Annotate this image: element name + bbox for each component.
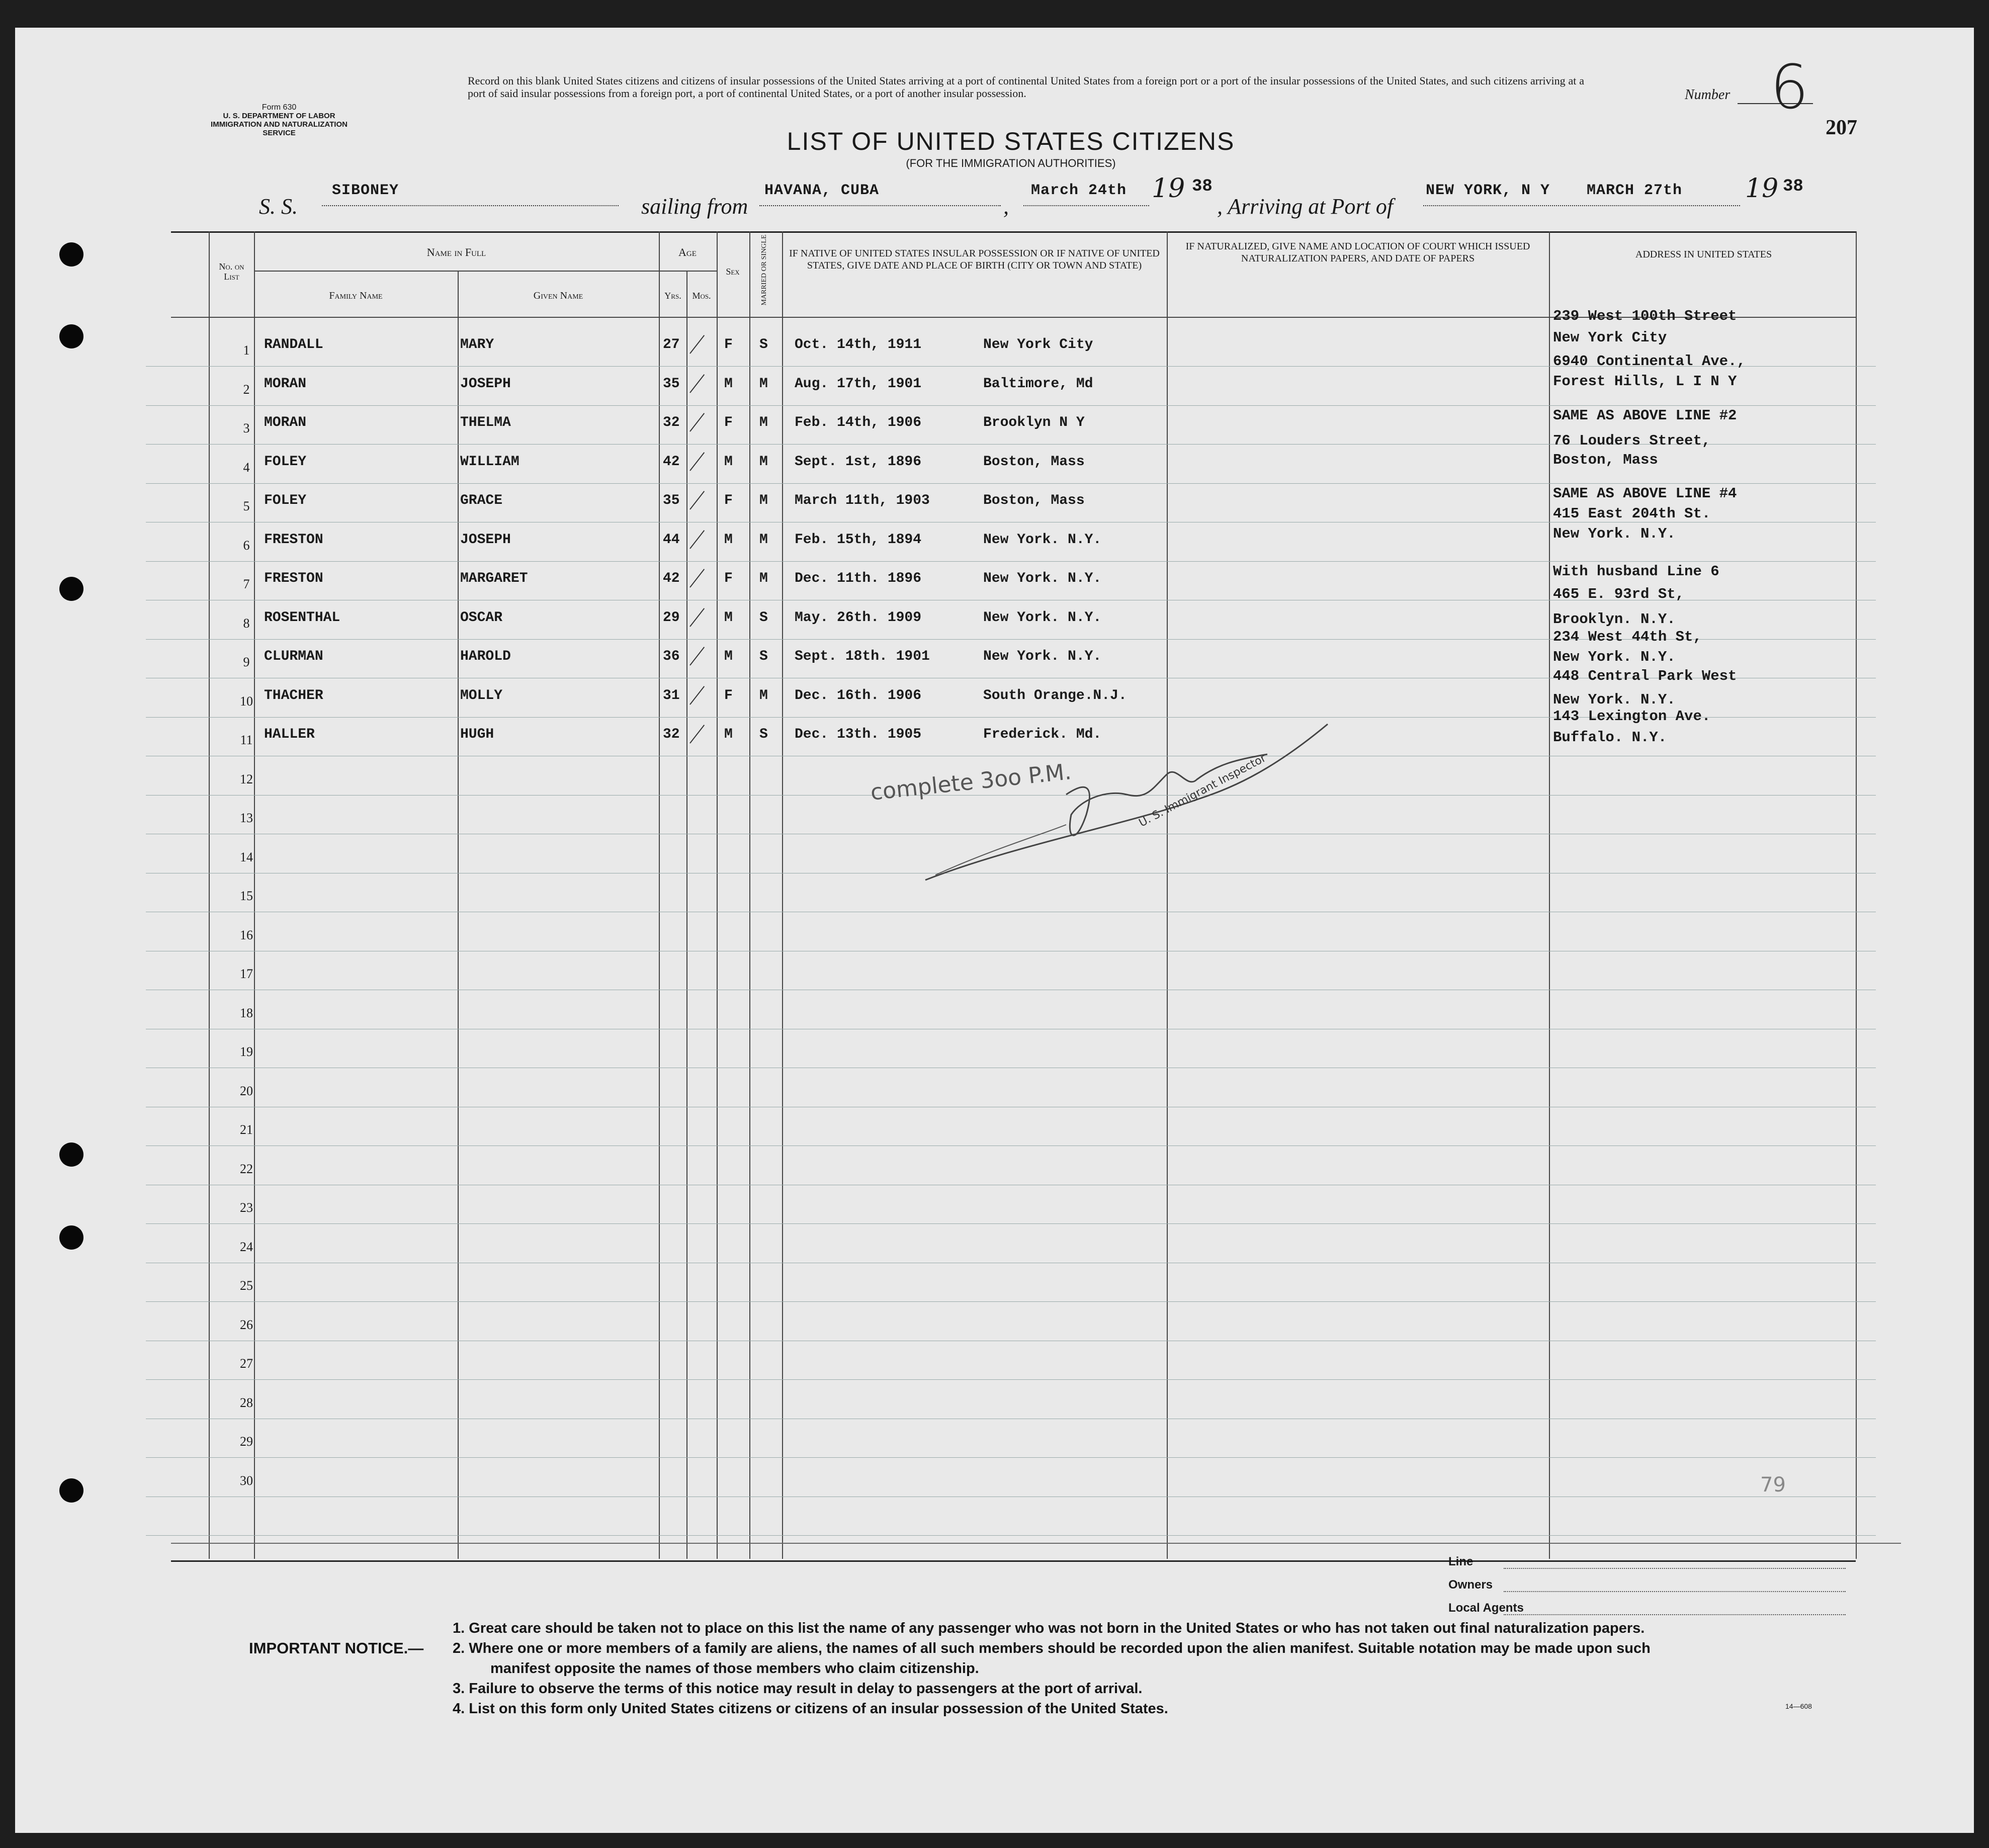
completion-note: complete 3oo P.M. [869,759,1073,806]
col-header-sex: Sex [726,267,740,277]
passenger-birth-date: Feb. 15th, 1894 [795,532,922,548]
passenger-ms: M [759,454,768,470]
inspector-title: U. S. Immigrant Inspector [1137,752,1268,830]
passenger-ms: M [759,376,768,392]
row-number: 20 [240,1083,253,1098]
col-divider [659,231,660,1559]
form-identification [196,103,362,137]
ship-line [322,205,619,206]
passenger-given: OSCAR [460,609,503,626]
address-line: 143 Lexington Ave. [1553,708,1711,725]
row-number: 17 [240,966,253,981]
address-line: Buffalo. N.Y. [1553,729,1667,746]
row-rule [146,1301,1876,1302]
passenger-given: GRACE [460,493,503,508]
binder-hole [59,1142,83,1167]
passenger-age: 31 [663,687,680,703]
passenger-family: RANDALL [264,337,323,353]
address-line: Forest Hills, L I N Y [1553,373,1737,390]
name-age-subrule [254,271,717,272]
binder-hole [59,242,83,267]
passenger-family: CLURMAN [264,649,323,664]
passenger-birth-date: Sept. 1st, 1896 [795,454,922,470]
row-number: 24 [240,1239,253,1254]
notice-2: 2. Where one or more members of a family are aliens, the names of all such members should be recorded upon the alien manifest. Suitable notation may be made upon such [453,1640,1651,1656]
row-number: 26 [240,1317,253,1332]
passenger-age: 32 [663,727,680,742]
line-underline [1504,1568,1846,1569]
col-header-yrs: Yrs. [664,291,681,301]
notice-title: IMPORTANT NOTICE.— [249,1639,424,1657]
row-number: 3 [243,421,250,435]
row-number: 18 [240,1005,253,1020]
number-label: Number [1685,87,1731,103]
sail-century: 19 [1152,173,1185,204]
col-header-age: Age [678,246,697,258]
passenger-ms: M [759,571,768,586]
row-number: 4 [243,460,250,475]
binder-hole [59,1225,83,1250]
service-name: IMMIGRATION AND NATURALIZATION SERVICE [211,120,348,137]
address-line: New York. N.Y. [1553,649,1676,665]
passenger-birth-place: New York. N.Y. [983,649,1102,664]
stamp-number: 79 [1760,1473,1786,1497]
passenger-ms: S [759,649,768,664]
passenger-age: 29 [663,609,680,626]
passenger-family: FOLEY [264,454,307,470]
form-subtitle: (FOR THE IMMIGRATION AUTHORITIES) [906,157,1116,169]
col-divider [749,231,750,1559]
address-line: SAME AS ABOVE LINE #2 [1553,407,1737,424]
passenger-given: WILLIAM [460,454,520,470]
row-rule [146,1457,1876,1458]
passenger-ms: S [759,337,768,353]
passenger-sex: M [724,454,733,470]
passenger-given: HAROLD [460,649,511,664]
owners-label: Owners [1448,1578,1493,1592]
passenger-birth-place: New York. N.Y. [983,532,1102,548]
arrival-century: 19 [1745,173,1779,204]
col-divider [209,231,210,1559]
form-title: LIST OF UNITED STATES CITIZENS [787,127,1235,155]
department-name: U. S. DEPARTMENT OF LABOR [223,112,335,120]
col-divider [686,271,687,1559]
col-header-name: Name in Full [426,246,486,258]
passenger-birth-place: Baltimore, Md [983,376,1093,392]
passenger-age: 32 [663,415,680,430]
row-number: 6 [243,538,250,553]
row-rule [146,1379,1876,1380]
row-rule [146,1535,1876,1536]
passenger-birth-date: Dec. 13th. 1905 [795,727,922,742]
form-instruction: Record on this blank United States citizens and citizens of insular possessions of the United States arriving at a port of continental United States from a foreign port or a port of the insular possessions of the United States, and such citizens arriving at a port of said insular possessions from a foreign port, a port of continental United States, or a port of another insular possession. [468,74,1584,100]
row-number: 9 [243,655,250,669]
address-line: 415 East 204th St. [1553,505,1711,522]
row-number: 7 [243,577,250,591]
sail-date-line [1023,205,1149,206]
passenger-birth-date: Aug. 17th, 1901 [795,376,922,392]
passenger-given: HUGH [460,727,494,742]
passenger-birth-date: Feb. 14th, 1906 [795,415,922,430]
passenger-birth-date: March 11th, 1903 [795,493,930,508]
row-number: 25 [240,1278,253,1293]
col-header-married: MARRIED OR SINGLE [760,234,768,306]
passenger-ms: M [759,532,768,548]
passenger-age: 42 [663,571,680,586]
inspector-signature [915,714,1338,890]
address-line: Brooklyn. N.Y. [1553,611,1676,628]
col-divider [1549,231,1550,1559]
binder-hole [59,577,83,601]
row-rule [146,1223,1876,1224]
address-line: 234 West 44th St, [1553,629,1702,645]
col-header-mos: Mos. [692,291,711,301]
passenger-sex: F [724,687,733,703]
from-port-line [759,205,1001,206]
sail-year: 38 [1192,177,1213,196]
passenger-sex: M [724,376,733,392]
row-number: 1 [243,343,250,358]
arrival-port-line [1423,205,1740,206]
passenger-given: MARY [460,337,494,353]
arrival-year: 38 [1783,177,1803,196]
passenger-birth-place: Frederick. Md. [983,727,1102,742]
passenger-birth-date: Dec. 16th. 1906 [795,687,922,703]
passenger-age: 44 [663,532,680,548]
passenger-given: MOLLY [460,687,503,703]
col-divider [1167,231,1168,1559]
passenger-birth-place: New York. N.Y. [983,609,1102,626]
passenger-family: MORAN [264,376,307,392]
passenger-birth-place: New York. N.Y. [983,571,1102,586]
form-number: Form 630 [262,103,297,112]
passenger-age: 27 [663,337,680,353]
address-line: New York. N.Y. [1553,691,1676,708]
row-number: 12 [240,771,253,786]
address-line: Boston, Mass [1553,452,1658,468]
passenger-birth-place: Boston, Mass [983,454,1085,470]
passenger-sex: M [724,609,733,626]
footer-rule [171,1543,1901,1544]
row-number: 30 [240,1473,253,1488]
passenger-ms: S [759,609,768,626]
passenger-age: 42 [663,454,680,470]
passenger-ms: M [759,415,768,430]
row-number: 29 [240,1434,253,1449]
passenger-family: FRESTON [264,571,323,586]
col-header-naturalized: IF NATURALIZED, GIVE NAME AND LOCATION OF COURT WHICH ISSUED NATURALIZATION PAPERS, AND DATE OF PAPERS [1185,241,1530,264]
address-line: 448 Central Park West [1553,668,1737,684]
passenger-family: FRESTON [264,532,323,548]
passenger-family: MORAN [264,415,307,430]
row-number: 21 [240,1122,253,1137]
passenger-age: 35 [663,376,680,392]
notice-4: 4. List on this form only United States citizens or citizens of an insular possession of the United States. [453,1701,1168,1717]
row-number: 13 [240,811,253,825]
ss-label: S. S. [259,194,298,219]
row-number: 14 [240,849,253,864]
row-rule [146,561,1876,562]
passenger-sex: F [724,415,733,430]
passenger-age: 35 [663,493,680,508]
passenger-given: THELMA [460,415,511,430]
passenger-sex: F [724,571,733,586]
row-number: 2 [243,382,250,397]
row-rule [146,405,1876,406]
passenger-birth-date: Sept. 18th. 1901 [795,649,930,664]
col-divider [782,231,783,1559]
passenger-birth-date: May. 26th. 1909 [795,609,922,626]
owners-underline [1504,1591,1846,1592]
passenger-family: THACHER [264,687,323,703]
arriving-label: , Arriving at Port of [1217,194,1393,219]
passenger-table [171,231,1856,1562]
passenger-sex: M [724,649,733,664]
col-header-address: ADDRESS IN UNITED STATES [1635,249,1772,260]
passenger-family: FOLEY [264,493,307,508]
row-number: 8 [243,615,250,631]
agents-label: Local Agents [1448,1601,1524,1615]
from-port: HAVANA, CUBA [764,182,880,199]
col-header-given: Given Name [533,290,583,301]
passenger-sex: F [724,493,733,508]
passenger-sex: F [724,337,733,353]
arrival-date: MARCH 27th [1587,182,1683,199]
notice-3: 3. Failure to observe the terms of this notice may result in delay to passengers at the port of arrival. [453,1681,1143,1697]
row-number: 22 [240,1161,253,1176]
row-number: 23 [240,1200,253,1215]
ship-name: SIBONEY [332,182,399,199]
address-line: New York. N.Y. [1553,525,1676,542]
address-line: SAME AS ABOVE LINE #4 [1553,485,1737,502]
binder-hole [59,324,83,348]
passenger-birth-place: Brooklyn N Y [983,415,1085,430]
list-number: 6 [1770,53,1809,123]
col-header-no: No. on List [219,261,244,282]
row-number: 11 [240,733,253,747]
col-header-family: Family Name [329,290,383,301]
address-line: 465 E. 93rd St, [1553,586,1685,602]
line-label: Line [1448,1555,1474,1568]
notice-2-cont: manifest opposite the names of those members who claim citizenship. [490,1660,979,1677]
address-line: With husband Line 6 [1553,563,1719,580]
passenger-sex: M [724,727,733,742]
passenger-birth-place: South Orange.N.J. [983,687,1127,703]
sailing-label: sailing from [641,194,748,219]
col-divider [717,231,718,1559]
passenger-family: HALLER [264,727,315,742]
print-code: 14—608 [1785,1702,1812,1710]
passenger-birth-date: Oct. 14th, 1911 [795,337,922,353]
row-number: 5 [243,499,250,513]
passenger-ms: S [759,727,768,742]
binder-hole [59,1478,83,1503]
passenger-given: JOSEPH [460,376,511,392]
notice-1: 1. Great care should be taken not to place on this list the name of any passenger who was not born in the United States or who has not taken out final naturalization papers. [453,1620,1645,1636]
address-line: 239 West 100th Street [1553,308,1737,324]
sail-date: March 24th [1031,182,1127,199]
arrival-port: NEW YORK, N Y [1426,182,1550,199]
passenger-birth-place: New York City [983,337,1093,353]
passenger-given: MARGARET [460,571,528,586]
passenger-birth-place: Boston, Mass [983,493,1085,508]
agents-underline [1504,1614,1846,1615]
row-number: 10 [240,693,253,709]
row-number: 15 [240,889,253,903]
row-number: 28 [240,1395,253,1410]
row-number: 16 [240,927,253,942]
passenger-family: ROSENTHAL [264,609,340,626]
passenger-ms: M [759,687,768,703]
passenger-age: 36 [663,649,680,664]
passenger-birth-date: Dec. 11th. 1896 [795,571,922,586]
col-header-birth: IF NATIVE OF UNITED STATES INSULAR POSSESSION OR IF NATIVE OF UNITED STATES, GIVE DATE AND PLACE OF BIRTH (CITY OR TOWN AND STATE) [789,248,1160,271]
row-rule [146,483,1876,484]
address-line: 76 Louders Street, [1553,432,1711,449]
row-number: 27 [240,1356,253,1371]
row-number: 19 [240,1044,253,1059]
address-line: 6940 Continental Ave., [1553,353,1746,370]
col-divider [458,271,459,1559]
page-number: 207 [1826,116,1857,139]
address-line: New York City [1553,329,1667,346]
col-divider [1856,231,1857,1559]
passenger-given: JOSEPH [460,532,511,548]
passenger-sex: M [724,532,733,548]
passenger-ms: M [759,493,768,508]
